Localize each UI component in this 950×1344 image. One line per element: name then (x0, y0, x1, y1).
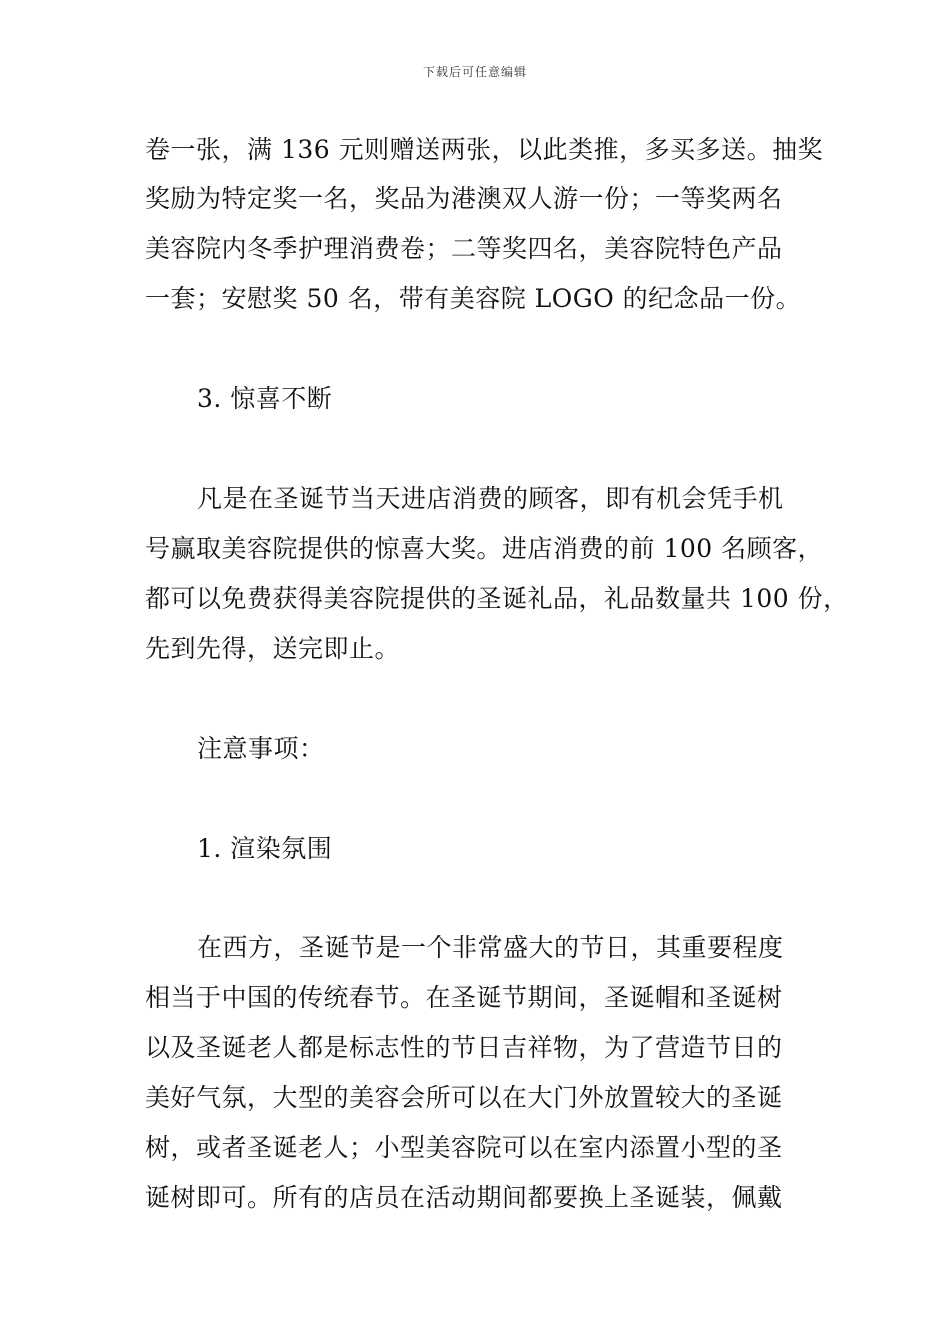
section-heading: 3. 惊喜不断 (197, 384, 333, 413)
paragraph-line: 号赢取美容院提供的惊喜大奖。进店消费的前 100 名顾客， (145, 534, 824, 563)
paragraph-line: 奖励为特定奖一名，奖品为港澳双人游一份；一等奖两名 (145, 184, 783, 213)
paragraph-line: 诞树即可。所有的店员在活动期间都要换上圣诞装，佩戴 (145, 1183, 783, 1212)
paragraph-line: 卷一张，满 136 元则赠送两张，以此类推，多买多送。抽奖 (145, 135, 824, 164)
section-heading: 注意事项： (197, 734, 325, 763)
paragraph-line: 以及圣诞老人都是标志性的节日吉祥物，为了营造节日的 (145, 1033, 783, 1062)
paragraph-line: 在西方，圣诞节是一个非常盛大的节日，其重要程度 (197, 933, 784, 962)
paragraph-line: 美好气氛，大型的美容会所可以在大门外放置较大的圣诞 (145, 1083, 783, 1112)
paragraph-line: 树，或者圣诞老人；小型美容院可以在室内添置小型的圣 (145, 1133, 783, 1162)
paragraph-line: 都可以免费获得美容院提供的圣诞礼品，礼品数量共 100 份， (145, 584, 849, 613)
paragraph-line: 相当于中国的传统春节。在圣诞节期间，圣诞帽和圣诞树 (145, 983, 783, 1012)
section-heading: 1. 渲染氛围 (197, 834, 333, 863)
paragraph-line: 先到先得，送完即止。 (145, 634, 401, 663)
paragraph-line: 一套；安慰奖 50 名，带有美容院 LOGO 的纪念品一份。 (145, 284, 802, 313)
paragraph-line: 凡是在圣诞节当天进店消费的顾客，即有机会凭手机 (197, 484, 784, 513)
paragraph-line: 美容院内冬季护理消费卷；二等奖四名，美容院特色产品 (145, 234, 783, 263)
page-header: 下载后可任意编辑 (422, 65, 527, 79)
